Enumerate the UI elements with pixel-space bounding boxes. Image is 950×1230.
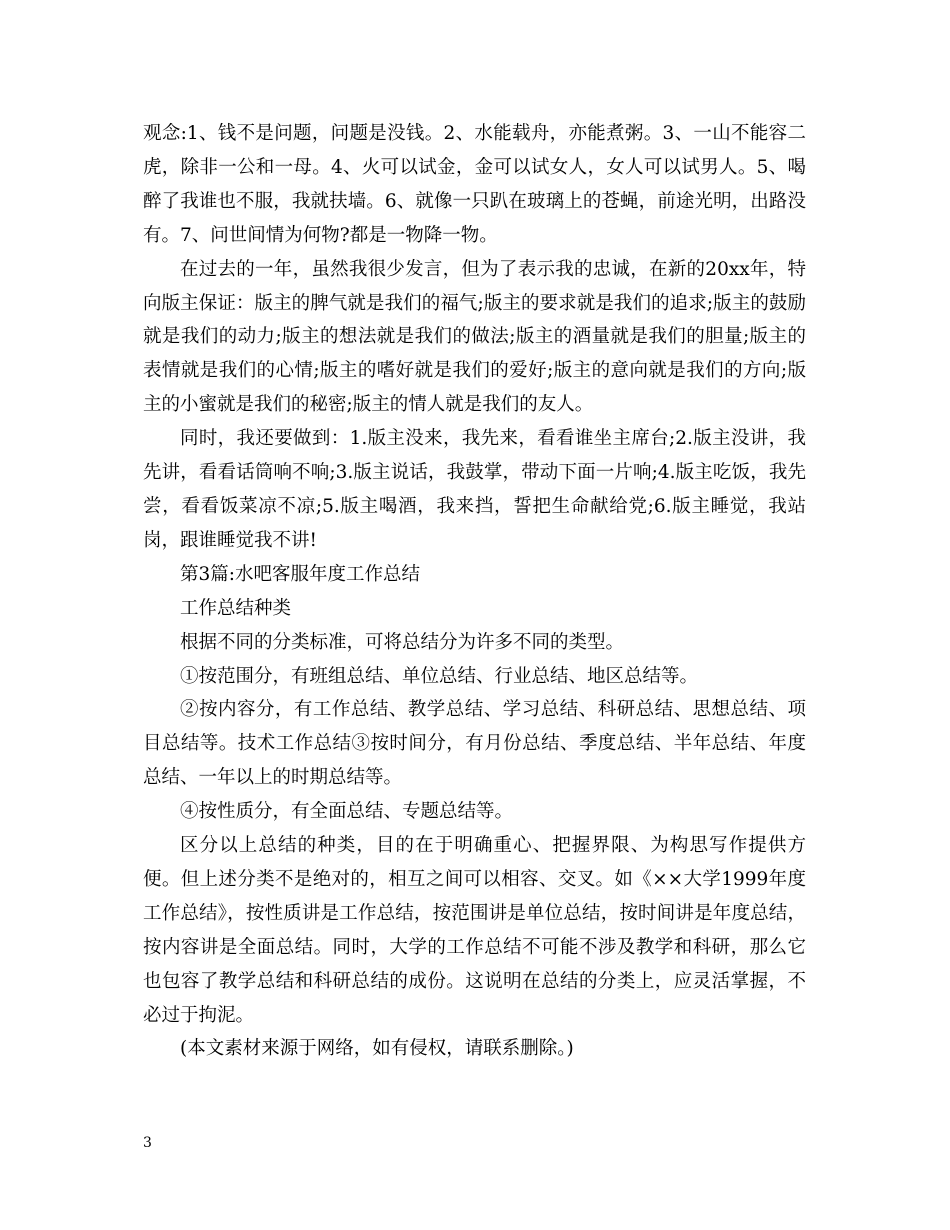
- section-heading: 第3篇:水吧客服年度工作总结: [180, 563, 421, 585]
- paragraph-disclaimer: (本文素材来源于网络，如有侵权，请联系删除。): [180, 1038, 574, 1060]
- list-item-content-time: ②按内容分，有工作总结、教学总结、学习总结、科研总结、思想总结、项目总结等。技术工作总结③按时间分，有月份总结、季度总结、半年总结、年度总结、一年以上的时期总结等。: [143, 699, 806, 789]
- paragraph-explanation: 区分以上总结的种类，目的在于明确重心、把握界限、为构思写作提供方便。但上述分类不是绝对的，相互之间可以相容、交叉。如《××大学1999年度工作总结》，按性质讲是工作总结，按范围讲是单位总结，按时间讲是年度总结，按内容讲是全面总结。同时，大学的工作总结不可能不涉及教学和科研，那么它也包容了教学总结和科研总结的成份。这说明在总结的分类上，应灵活掌握，不必过于拘泥。: [143, 835, 806, 1026]
- paragraph-pledge: 在过去的一年，虽然我很少发言，但为了表示我的忠诚，在新的20xx年，特向版主保证：版主的脾气就是我们的福气;版主的要求就是我们的追求;版主的鼓励就是我们的动力;版主的想法就是我们的做法;版主的酒量就是我们的胆量;版主的表情就是我们的心情;版主的嗜好就是我们的爱好;版主的意向就是我们的方向;版主的小蜜就是我们的秘密;版主的情人就是我们的友人。: [143, 258, 806, 416]
- subsection-heading: 工作总结种类: [180, 597, 292, 619]
- list-item-nature: ④按性质分，有全面总结、专题总结等。: [180, 801, 514, 823]
- document-body: [143, 117, 806, 1066]
- paragraph-sayings: 观念:1、钱不是问题，问题是没钱。2、水能载舟，亦能煮粥。3、一山不能容二虎，除非一公和一母。4、火可以试金，金可以试女人，女人可以试男人。5、喝醉了我谁也不服，我就扶墙。6、就像一只趴在玻璃上的苍蝇，前途光明，出路没有。7、问世间情为何物?都是一物降一物。: [143, 123, 806, 246]
- paragraph-promises: 同时，我还要做到：1.版主没来，我先来，看看谁坐主席台;2.版主没讲，我先讲，看看话筒响不响;3.版主说话，我鼓掌，带动下面一片响;4.版主吃饭，我先尝，看看饭菜凉不凉;5.版主喝酒，我来挡，誓把生命献给党;6.版主睡觉，我站岗，跟谁睡觉我不讲!: [143, 428, 806, 551]
- paragraph-intro: 根据不同的分类标准，可将总结分为许多不同的类型。: [180, 631, 625, 653]
- list-item-scope: ①按范围分，有班组总结、单位总结、行业总结、地区总结等。: [180, 665, 699, 687]
- page-number: 3: [143, 1135, 152, 1151]
